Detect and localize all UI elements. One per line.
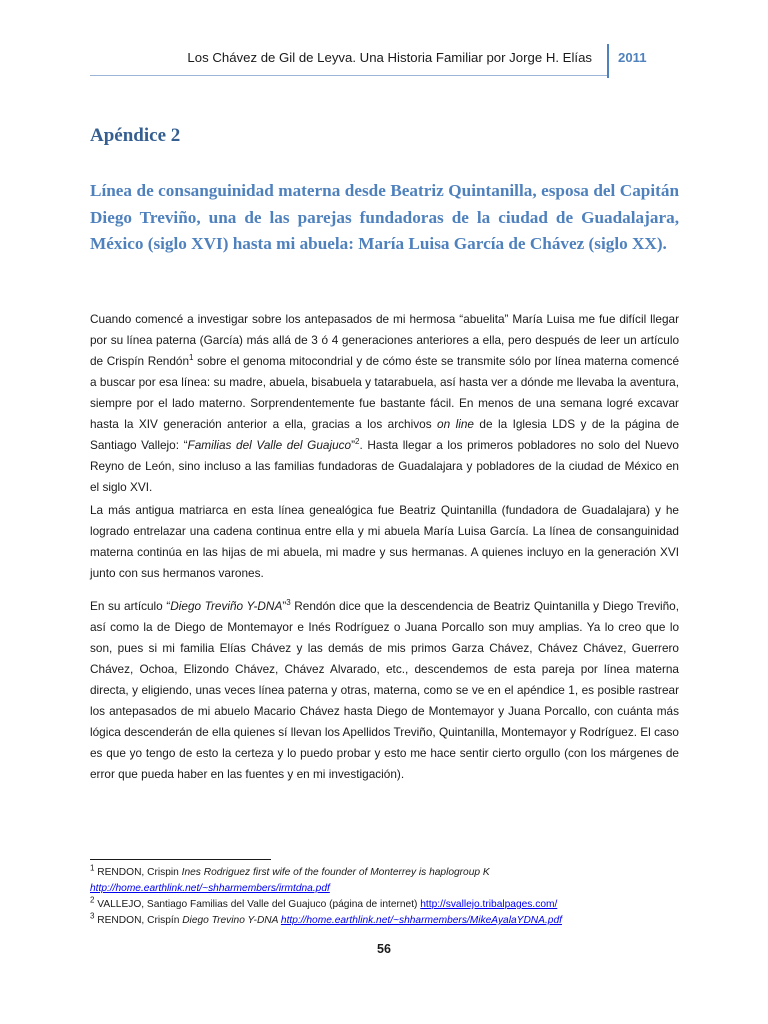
page-number: 56: [377, 942, 391, 956]
paragraph-3-text-b: ”: [282, 599, 287, 613]
paragraph-1-text-b: sobre el genoma mitocondrial y de cómo éste se transmite sólo por línea materna comencé a buscar por esa línea: su madre, abuela, bisabuela y tatarabuela, así hasta ver a dónde me llevaba la aventura, siempre por el lado materno. Sorprendentemente fue bastante fácil. En menos de una semana logré excavar hasta la XIV generación anterior a ella, gracias a los archivos: [90, 354, 680, 431]
header-separator: [607, 44, 609, 78]
paragraph-2-text: La más antigua matriarca en esta línea genealógica fue Beatriz Quintanilla (fundadora de Guadalajara) y he logrado entrelazar una cadena continua entre ella y mi abuela María Luisa García. La línea de consanguinidad materna continúa en las hijas de mi abuela, mi madre y sus hermanas. A quienes incluyo en la generación XVI junto con sus hermanos varones.: [90, 503, 679, 580]
paragraph-1-text-d: ”: [351, 438, 356, 452]
footnote-3-title: Diego Trevino Y-DNA: [182, 915, 281, 926]
running-header: [90, 44, 676, 78]
footnote-3-number: 3: [90, 911, 95, 921]
footnote-1: [90, 865, 690, 881]
paragraph-2: [90, 500, 679, 584]
on-line-term: on line: [437, 417, 474, 431]
footnote-2-number: 2: [90, 895, 95, 905]
footnote-2-text: VALLEJO, Santiago Familias del Valle del Guajuco (página de internet): [94, 899, 421, 910]
footnote-2: [90, 897, 690, 913]
footnote-1-title: Ines Rodriguez first wife of the founder of Monterrey is haplogroup K: [181, 867, 490, 878]
footnote-1-link[interactable]: http://home.earthlink.net/~shharmembers/irmtdna.pdf: [90, 883, 330, 894]
appendix-title: Apéndice 2: [90, 125, 181, 146]
footnote-1-text: RENDON, Crispin: [94, 867, 182, 878]
paragraph-1-text-a: Cuando comencé a investigar sobre los antepasados de mi hermosa “abuelita” María Luisa me fue difícil llegar por su línea paterna (García) más allá de 3 ó 4 generaciones anteriores a ella, pero después de leer un artículo de Crispín Rendón: [90, 312, 679, 368]
footnote-ref-2[interactable]: 2: [355, 437, 360, 447]
footnote-2-link[interactable]: http://svallejo.tribalpages.com/: [420, 899, 558, 910]
footnote-1-link-line: [90, 881, 690, 897]
header-rule: [90, 75, 607, 76]
footnote-ref-1[interactable]: 1: [189, 353, 194, 363]
footnote-1-number: 1: [90, 863, 95, 873]
paragraph-3-text-a: En su artículo “: [90, 599, 171, 613]
paragraph-1-text-e: . Hasta llegar a los primeros pobladores no solo del Nuevo Reyno de León, sino incluso a las familias fundadoras de Guadalajara y pobladores de la ciudad de México en el siglo XVI.: [90, 438, 679, 494]
section-heading: Línea de consanguinidad materna desde Beatriz Quintanilla, esposa del Capitán Diego Treviño, una de las parejas fundadoras de la ciudad de Guadalajara, México (siglo XVI) hasta mi abuela: María Luisa García de Chávez (siglo XX).: [90, 181, 679, 253]
footnote-3: [90, 913, 690, 929]
footnote-rule: [90, 859, 271, 860]
paragraph-1: [90, 309, 679, 498]
article-title: Diego Treviño Y-DNA: [170, 599, 283, 613]
paragraph-3-text-c: Rendón dice que la descendencia de Beatriz Quintanilla y Diego Treviño, así como la de Diego de Montemayor e Inés Rodríguez o Juana Porcallo son muy amplias. Ya lo creo que lo son, pues si mi familia Elías Chávez y las demás de mis primos Garza Chávez, Chávez Chávez, Guerrero Chávez, Ochoa, Elizondo Chávez, Chávez Alvarado, etc., descendemos de esta pareja por línea materna directa, y eligiendo, unas veces línea paterna y otras, materna, como se ve en el apéndice 1, es posible rastrear los antepasados de mi abuelo Macario Chávez hasta Diego de Montemayor y Juana Porcallo, con cuánta más lógica descenderán de ella quienes sí llevan los Apellidos Treviño, Quintanilla, Montemayor y Rodríguez. El caso es que yo tengo de esto la certeza y lo puedo probar y esto me hace sentir cierto orgullo (con los márgenes de error que pueda haber en las fuentes y en mi investigación).: [90, 599, 679, 781]
paragraph-3: [90, 596, 679, 785]
footnote-3-link[interactable]: http://home.earthlink.net/~shharmembers/MikeAyalaYDNA.pdf: [280, 915, 562, 926]
footnote-3-text: RENDON, Crispín: [94, 915, 183, 926]
running-header-year: 2011: [618, 50, 647, 65]
familias-title: Familias del Valle del Guajuco: [187, 438, 352, 452]
footnotes: [90, 865, 690, 929]
paragraph-1-text-c: de la Iglesia LDS y de la página de Santiago Vallejo: “: [90, 417, 680, 452]
running-header-title: Los Chávez de Gil de Leyva. Una Historia Familiar por Jorge H. Elías: [187, 50, 592, 65]
footnote-ref-3[interactable]: 3: [286, 598, 291, 608]
